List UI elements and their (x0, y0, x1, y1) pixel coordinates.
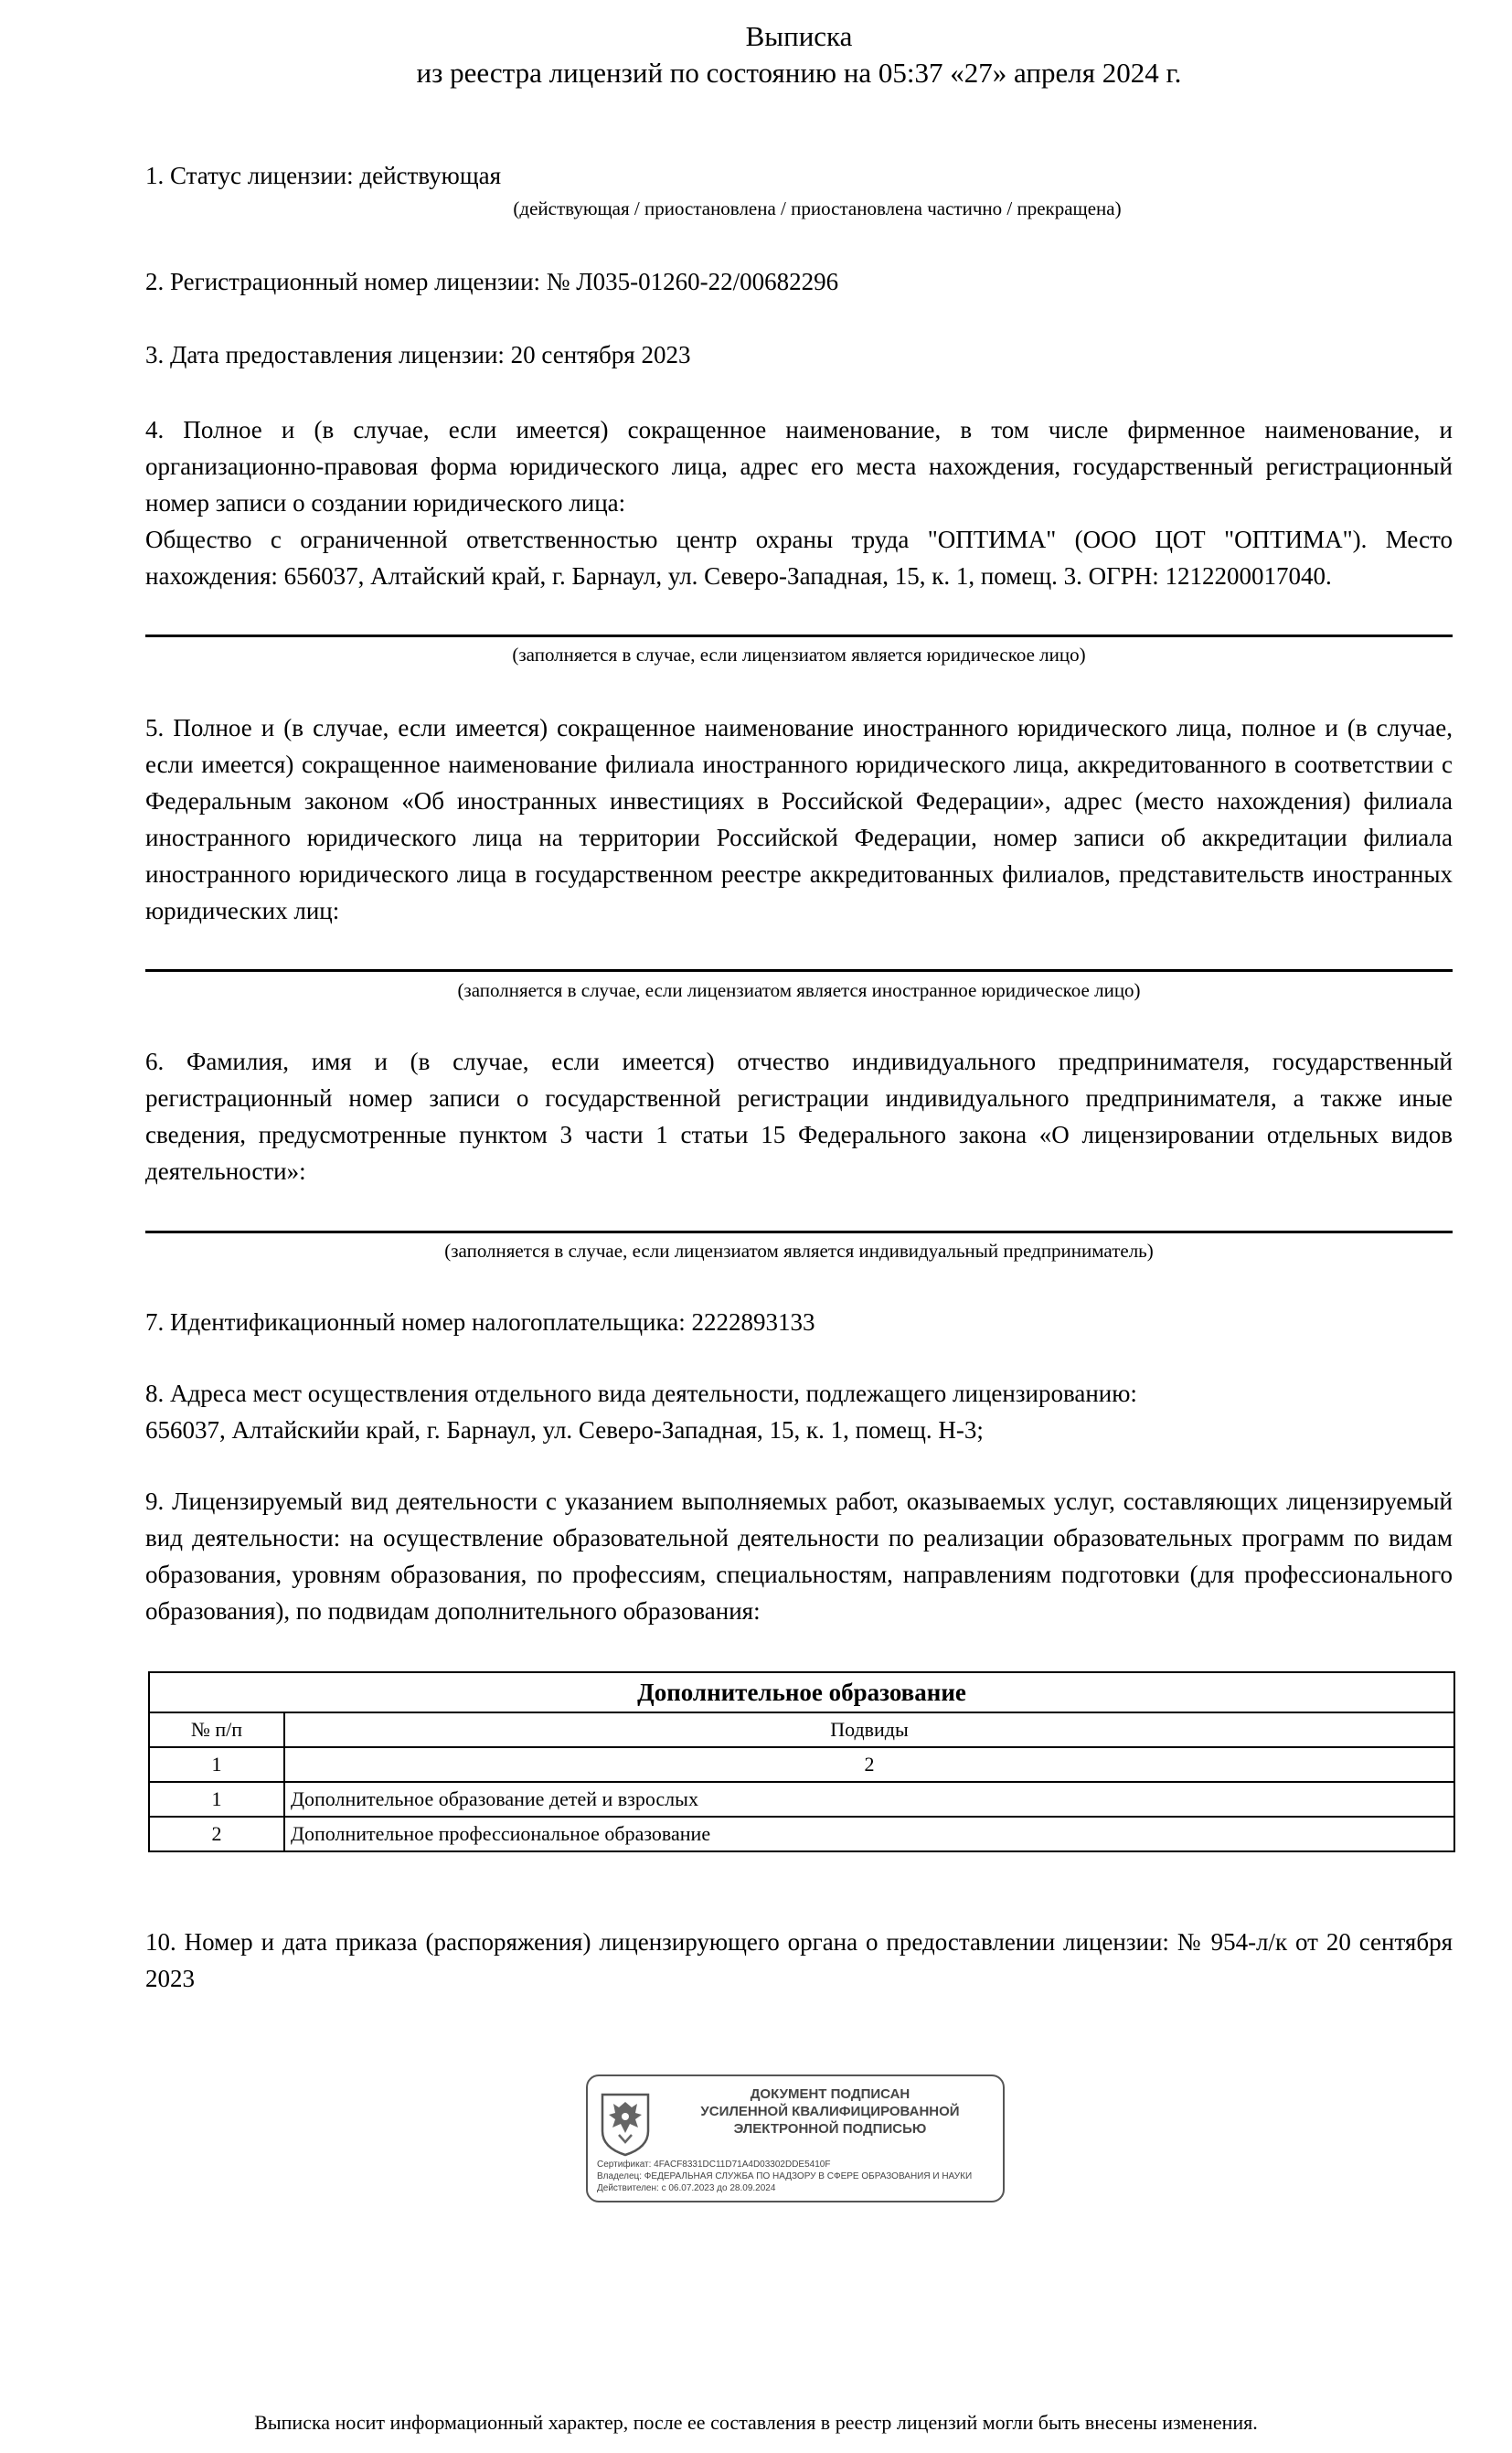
table-title: Дополнительное образование (149, 1672, 1454, 1712)
item-8-label: 8. Адреса мест осуществления отдельного вида деятельности, подлежащего лицензированию: (145, 1380, 1137, 1407)
item-5-underline (145, 969, 1453, 972)
item-1-hint: (действующая / приостановлена / приостановлена частично / прекращена) (513, 197, 1122, 219)
item-4-legal-entity (145, 411, 1453, 594)
item-8-value: 656037, Алтайскийи край, г. Барнаул, ул. Северо-Западная, 15, к. 1, помещ. Н-3; (145, 1416, 984, 1444)
item-3-issue-date: 3. Дата предоставления лицензии: 20 сентября 2023 (145, 341, 691, 368)
item-6-hint: (заполняется в случае, если лицензиатом является индивидуальный предприниматель) (444, 1240, 1154, 1262)
stamp-line-1: ДОКУМЕНТ ПОДПИСАН (750, 2086, 910, 2102)
stamp-validity: Действителен: с 06.07.2023 до 28.09.2024 (597, 2183, 776, 2193)
stamp-heading (661, 2085, 999, 2138)
item-2-reg-number: 2. Регистрационный номер лицензии: № Л035-01260-22/00682296 (145, 268, 839, 295)
table-row-kind: Дополнительное образование детей и взрослых (284, 1782, 1454, 1817)
stamp-line-2: УСИЛЕННОЙ КВАЛИФИЦИРОВАННОЙ (700, 2104, 960, 2119)
item-4-value: Общество с ограниченной ответственностью центр охраны труда "ОПТИМА" (ООО ЦОТ "ОПТИМА"). Место нахождения: 656037, Алтайский край, г. Барнаул, ул. Северо-Западная, 15, к. 1, помещ. 3. ОГРН: 1212200017040. (145, 526, 1453, 590)
stamp-line-3: ЭЛЕКТРОННОЙ ПОДПИСЬЮ (733, 2121, 927, 2137)
coat-of-arms-icon (597, 2089, 654, 2159)
item-5-foreign-entity: 5. Полное и (в случае, если имеется) сокращенное наименование иностранного юридического лица, полное и (в случае, если имеется) сокращенное наименование филиала иностранного юридического лица, аккредитованного в соответствии с Федеральным законом «Об иностранных инвестициях в Российской Федерации», адрес (место нахождения) филиала иностранного юридического лица на территории Российской Федерации, номер записи об аккредитации филиала иностранного юридического лица в государственном реестре аккредитованных филиалов, представительств иностранных юридических лиц: (145, 714, 1453, 924)
table-col-number: № п/п (149, 1712, 284, 1747)
document-subtitle: из реестра лицензий по состоянию на 05:37 «27» апреля 2024 г. (416, 57, 1182, 89)
table-row (149, 1782, 1454, 1817)
item-6-underline (145, 1231, 1453, 1233)
item-4-label: 4. Полное и (в случае, если имеется) сокращенное наименование, в том числе фирменное наименование, и организационно-правовая форма юридического лица, адрес его места нахождения, государственный регистрационный номер записи о создании юридического лица: (145, 416, 1453, 517)
document-title: Выписка (745, 20, 853, 52)
item-5-hint: (заполняется в случае, если лицензиатом является иностранное юридическое лицо) (457, 979, 1141, 1001)
stamp-details (597, 2159, 999, 2194)
item-4-underline (145, 635, 1453, 637)
item-6-entrepreneur: 6. Фамилия, имя и (в случае, если имеется) отчество индивидуального предпринимателя, государственный регистрационный номер записи о государственной регистрации индивидуального предпринимателя, а также иные сведения, предусмотренные пунктом 3 части 1 статьи 15 Федерального закона «О лицензировании отдельных видов деятельности»: (145, 1048, 1453, 1185)
stamp-owner: Владелец: ФЕДЕРАЛЬНАЯ СЛУЖБА ПО НАДЗОРУ В СФЕРЕ ОБРАЗОВАНИЯ И НАУКИ (597, 2171, 973, 2181)
table-index-number: 1 (149, 1747, 284, 1782)
table-row (149, 1817, 1454, 1851)
table-row-number: 2 (149, 1817, 284, 1851)
item-1-status: 1. Статус лицензии: действующая (145, 162, 502, 189)
table-index-kind: 2 (284, 1747, 1454, 1782)
item-10-order: 10. Номер и дата приказа (распоряжения) лицензирующего органа о предоставлении лицензии: № 954-л/к от 20 сентября 2023 (145, 1928, 1453, 1992)
item-4-hint: (заполняется в случае, если лицензиатом является юридическое лицо) (512, 644, 1086, 666)
signature-stamp (586, 2074, 1005, 2202)
item-8-addresses (145, 1375, 1453, 1448)
footer-note: Выписка носит информационный характер, после ее составления в реестр лицензий могли быть внесены изменения. (254, 2411, 1258, 2434)
item-7-inn: 7. Идентификационный номер налогоплательщика: 2222893133 (145, 1308, 815, 1336)
table-row-kind: Дополнительное профессиональное образование (284, 1817, 1454, 1851)
table-row-number: 1 (149, 1782, 284, 1817)
table-col-kind: Подвиды (284, 1712, 1454, 1747)
item-9-activity: 9. Лицензируемый вид деятельности с указанием выполняемых работ, оказываемых услуг, составляющих лицензируемый вид деятельности: на осуществление образовательной деятельности по реализации образовательных программ по видам образования, уровням образования, по профессиям, специальностям, направлениям подготовки (для профессионального образования), по подвидам дополнительного образования: (145, 1488, 1453, 1625)
stamp-certificate: Сертификат: 4FACF8331DC11D71A4D03302DDE5410F (597, 2160, 831, 2170)
education-table (148, 1671, 1455, 1852)
